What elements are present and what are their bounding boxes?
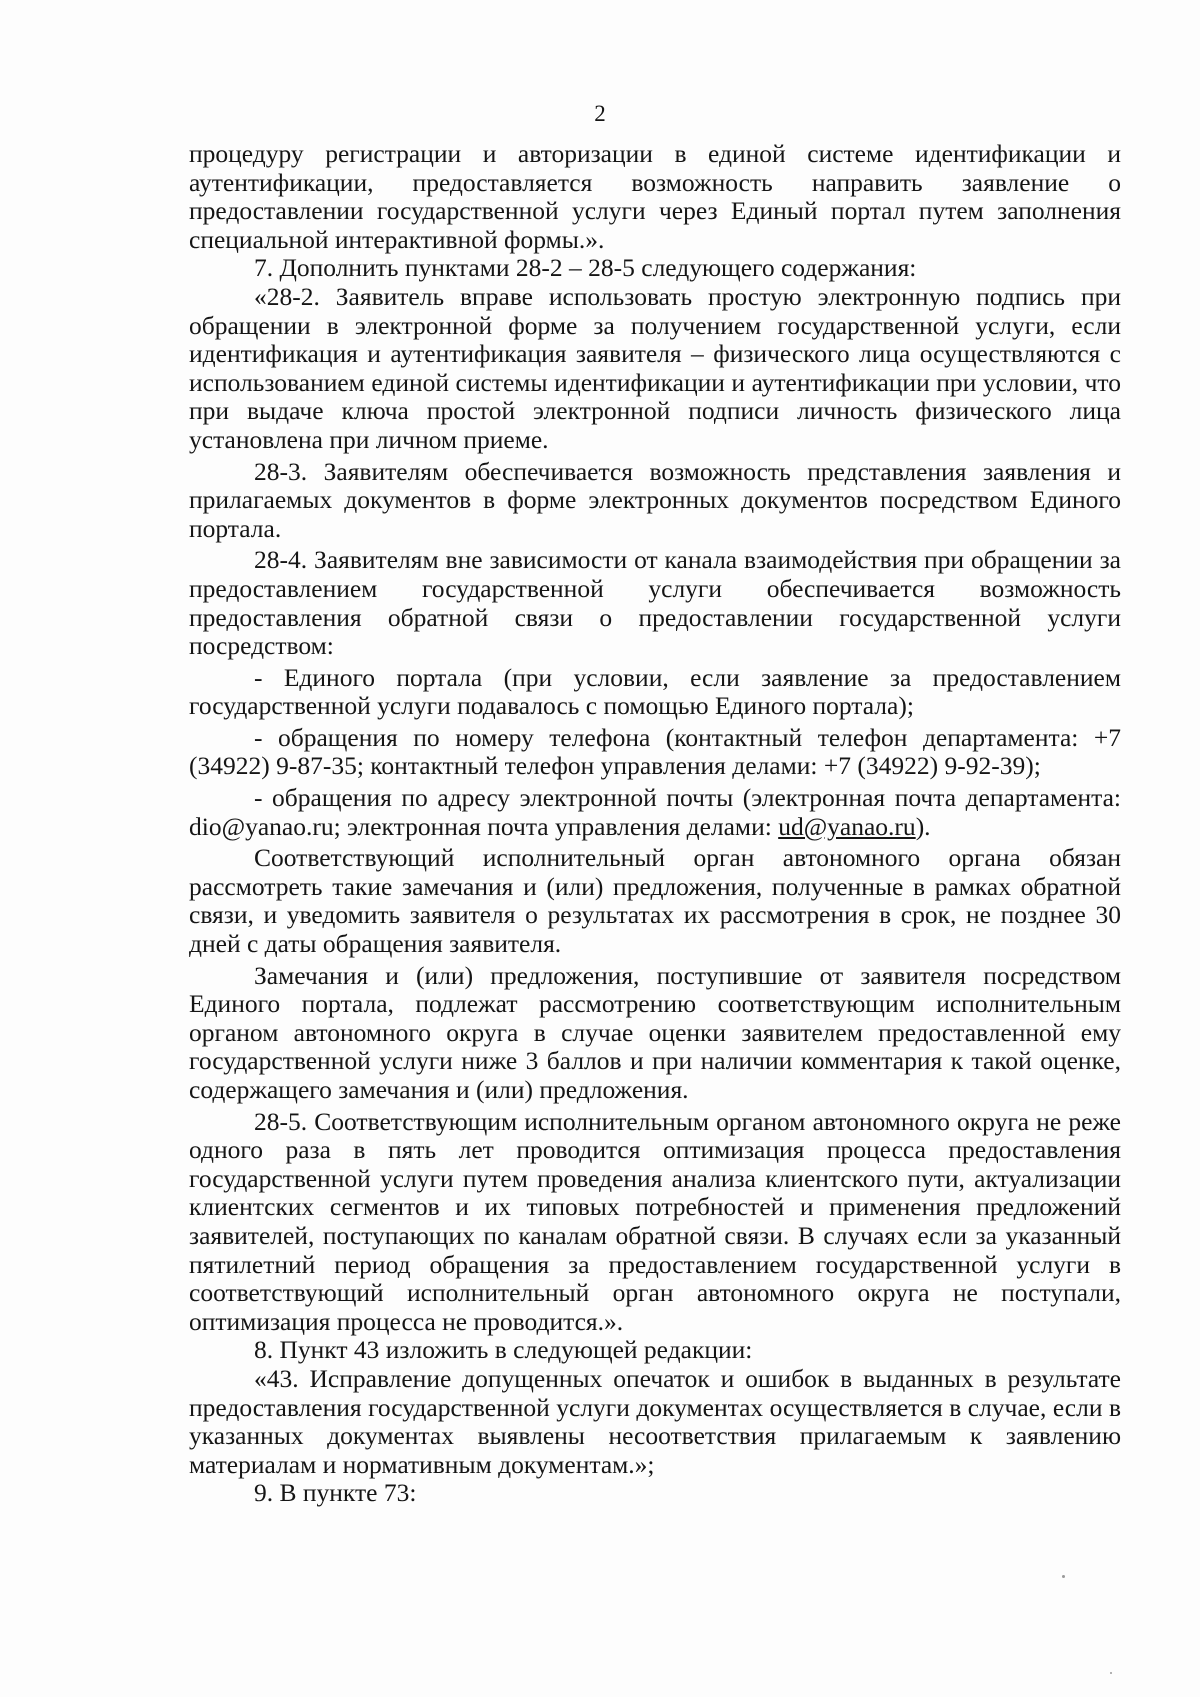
paragraph-feedback-review: Соответствующий исполнительный орган автономного органа обязан рассмотреть такие замечания и (или) предложения, полученные в рамках обратной связи, и уведомить заявителя о результатах их рассмотрения в срок, не позднее 30 дней с даты обращения заявителя. — [189, 843, 1121, 959]
paragraph-portal-remarks: Замечания и (или) предложения, поступившие от заявителя посредством Единого портала, подлежат рассмотрению соответствующим исполнительным органом автономного округа в случае оценки заявителем предоставленной ему государственной услуги ниже 3 баллов и при наличии комментария к такой оценке, содержащего замечания и (или) предложения. — [189, 960, 1121, 1104]
document-body — [189, 140, 1121, 1508]
paragraph-item-8: 8. Пункт 43 изложить в следующей редакции: — [254, 1335, 753, 1365]
list-item-portal: - Единого портала (при условии, если заявление за предоставлением государственной услуги подавалось с помощью Единого портала); — [189, 662, 1121, 721]
paragraph-continuation: процедуру регистрации и авторизации в единой системе идентификации и аутентификации, предоставляется возможность направить заявление о предоставлении государственной услуги через Единый портал путем заполнения специальной интерактивной формы.». — [189, 139, 1121, 254]
page-number: 2 — [594, 101, 606, 126]
paragraph-28-4: 28-4. Заявителям вне зависимости от канала взаимодействия при обращении за предоставлением государственной услуги обеспечивается возможность предоставления обратной связи о предоставлении государственной услуги посредством: — [189, 545, 1121, 661]
paragraph-28-2: «28-2. Заявитель вправе использовать простую электронную подпись при обращении в электронной форме за получением государственной услуги, если идентификация и аутентификация заявителя – физического лица осуществляются с использованием единой системы идентификации и аутентификации при условии, что при выдаче ключа простой электронной подписи личность физического лица установлена при личном приеме. — [189, 281, 1121, 454]
paragraph-item-9: 9. В пункте 73: — [254, 1478, 417, 1508]
email-item-text: - обращения по адресу электронной почты (электронная почта департамента: dio@yanao.ru; электронная почта управления делами: — [189, 783, 1121, 841]
email-item-end: ). — [915, 811, 931, 841]
paragraph-28-3: 28-3. Заявителям обеспечивается возможность представления заявления и прилагаемых документов в форме электронных документов посредством Единого портала. — [189, 456, 1121, 543]
paragraph-43: «43. Исправление допущенных опечаток и ошибок в выданных в результате предоставления государственной услуги документах осуществляется в случае, если в указанных документах выявлены несоответствия прилагаемым к заявлению материалам и нормативным документам.»; — [189, 1363, 1121, 1479]
paragraph-28-5: 28-5. Соответствующим исполнительным органом автономного округа не реже одного раза в пять лет проводится оптимизация процесса предоставления государственной услуги путем проведения анализа клиентского пути, актуализации клиентских сегментов и их типовых потребностей и применения предложений заявителей, поступающих по каналам обратной связи. В случаях если за указанный пятилетний период обращения за предоставлением государственной услуги в соответствующий исполнительный орган автономного округа не поступали, оптимизация процесса не проводится.». — [189, 1106, 1121, 1336]
list-item-email — [189, 784, 1121, 841]
list-item-phone: - обращения по номеру телефона (контактный телефон департамента: +7 (34922) 9-87-35; контактный телефон управления делами: +7 (34922) 9-92-39); — [189, 722, 1121, 781]
scan-speck — [1110, 1672, 1112, 1674]
scan-speck — [1062, 1575, 1065, 1578]
email-link[interactable]: ud@yanao.ru — [778, 811, 916, 841]
paragraph-item-7: 7. Дополнить пунктами 28-2 – 28-5 следующего содержания: — [254, 253, 917, 283]
